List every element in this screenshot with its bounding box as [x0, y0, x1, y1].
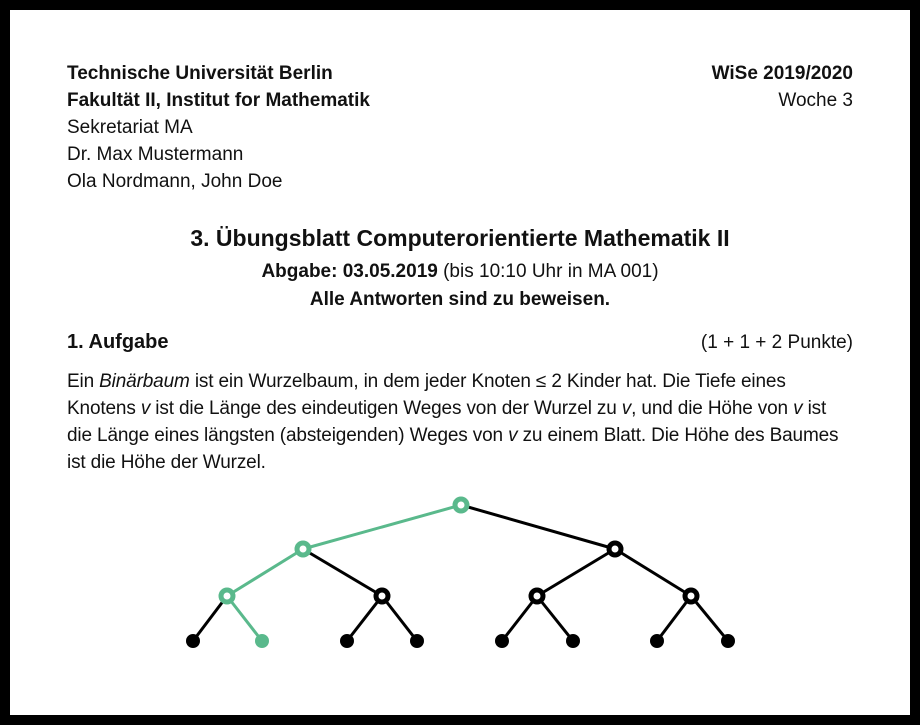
tree-leaf-node: [255, 634, 269, 648]
header-line: Sekretariat MA: [67, 117, 193, 138]
text-segment: ist die Länge des eindeutigen Weges von der Wurzel zu: [150, 398, 622, 419]
tree-edge: [537, 596, 573, 641]
text-segment: ist die Länge eines längsten (absteigenden) Weges von: [67, 398, 827, 446]
tree-edge: [193, 596, 227, 641]
tree-leaf-node: [495, 634, 509, 648]
tree-edge: [691, 596, 728, 641]
tree-internal-node: [455, 499, 467, 511]
tree-edge: [303, 549, 382, 596]
tree-edge: [227, 596, 262, 641]
text-segment: ist ein Wurzelbaum, in dem jeder Knoten ≤ 2 Kinder hat. Die Tiefe eines Knotens: [67, 371, 786, 419]
task-header-row: [67, 329, 853, 356]
tree-internal-node: [531, 590, 543, 602]
tree-leaf-node: [721, 634, 735, 648]
tree-internal-node: [685, 590, 697, 602]
sheet-title: 3. Übungsblatt Computerorientierte Mathematik II: [190, 225, 730, 251]
tree-leaf-node: [410, 634, 424, 648]
text-segment: zu einem Blatt. Die Höhe des Baumes ist die Höhe der Wurzel.: [67, 425, 839, 473]
header-line: Technische Universität Berlin: [67, 63, 333, 84]
tree-edge: [382, 596, 417, 641]
text-segment: (bis 10:10 Uhr in MA 001): [437, 261, 659, 282]
submission-deadline-line: [67, 258, 853, 285]
tree-edge: [347, 596, 382, 641]
proof-note-line: Alle Antworten sind zu beweisen.: [309, 289, 611, 310]
tree-leaf-node: [566, 634, 580, 648]
tree-edge: [502, 596, 537, 641]
text-segment: v: [508, 425, 518, 446]
tree-leaf-node: [340, 634, 354, 648]
header-line: Fakultät II, Institut for Mathematik: [67, 90, 370, 111]
text-segment: Ein: [67, 371, 100, 392]
tree-edge: [615, 549, 691, 596]
text-segment: v: [621, 398, 632, 419]
header-line: Woche 3: [778, 90, 853, 111]
tree-edge: [461, 505, 615, 549]
task-heading: 1. Aufgabe: [67, 331, 169, 353]
tree-internal-node: [609, 543, 621, 555]
tree-edge: [303, 505, 461, 549]
tree-internal-node: [376, 590, 388, 602]
task-points: (1 + 1 + 2 Punkte): [700, 332, 853, 353]
tree-edge: [537, 549, 615, 596]
text-segment: , und die Höhe von: [631, 398, 794, 419]
tree-edge: [227, 549, 303, 596]
text-segment: Abgabe: 03.05.2019: [261, 261, 438, 282]
tree-edge: [657, 596, 691, 641]
header-left-block: [67, 60, 370, 195]
header-line: Ola Nordmann, John Doe: [67, 171, 283, 192]
tree-internal-node: [221, 590, 233, 602]
text-segment: v: [793, 398, 803, 419]
page-content: [10, 10, 910, 476]
task-description-paragraph: [67, 368, 853, 476]
tree-leaf-node: [186, 634, 200, 648]
tree-leaf-node: [650, 634, 664, 648]
header-line: Dr. Max Mustermann: [67, 144, 244, 165]
document-header: [67, 60, 853, 195]
text-segment: v: [140, 398, 151, 419]
header-right-block: [712, 60, 853, 114]
text-segment: Binärbaum: [99, 371, 190, 392]
tree-internal-node: [297, 543, 309, 555]
header-line: WiSe 2019/2020: [711, 63, 853, 84]
